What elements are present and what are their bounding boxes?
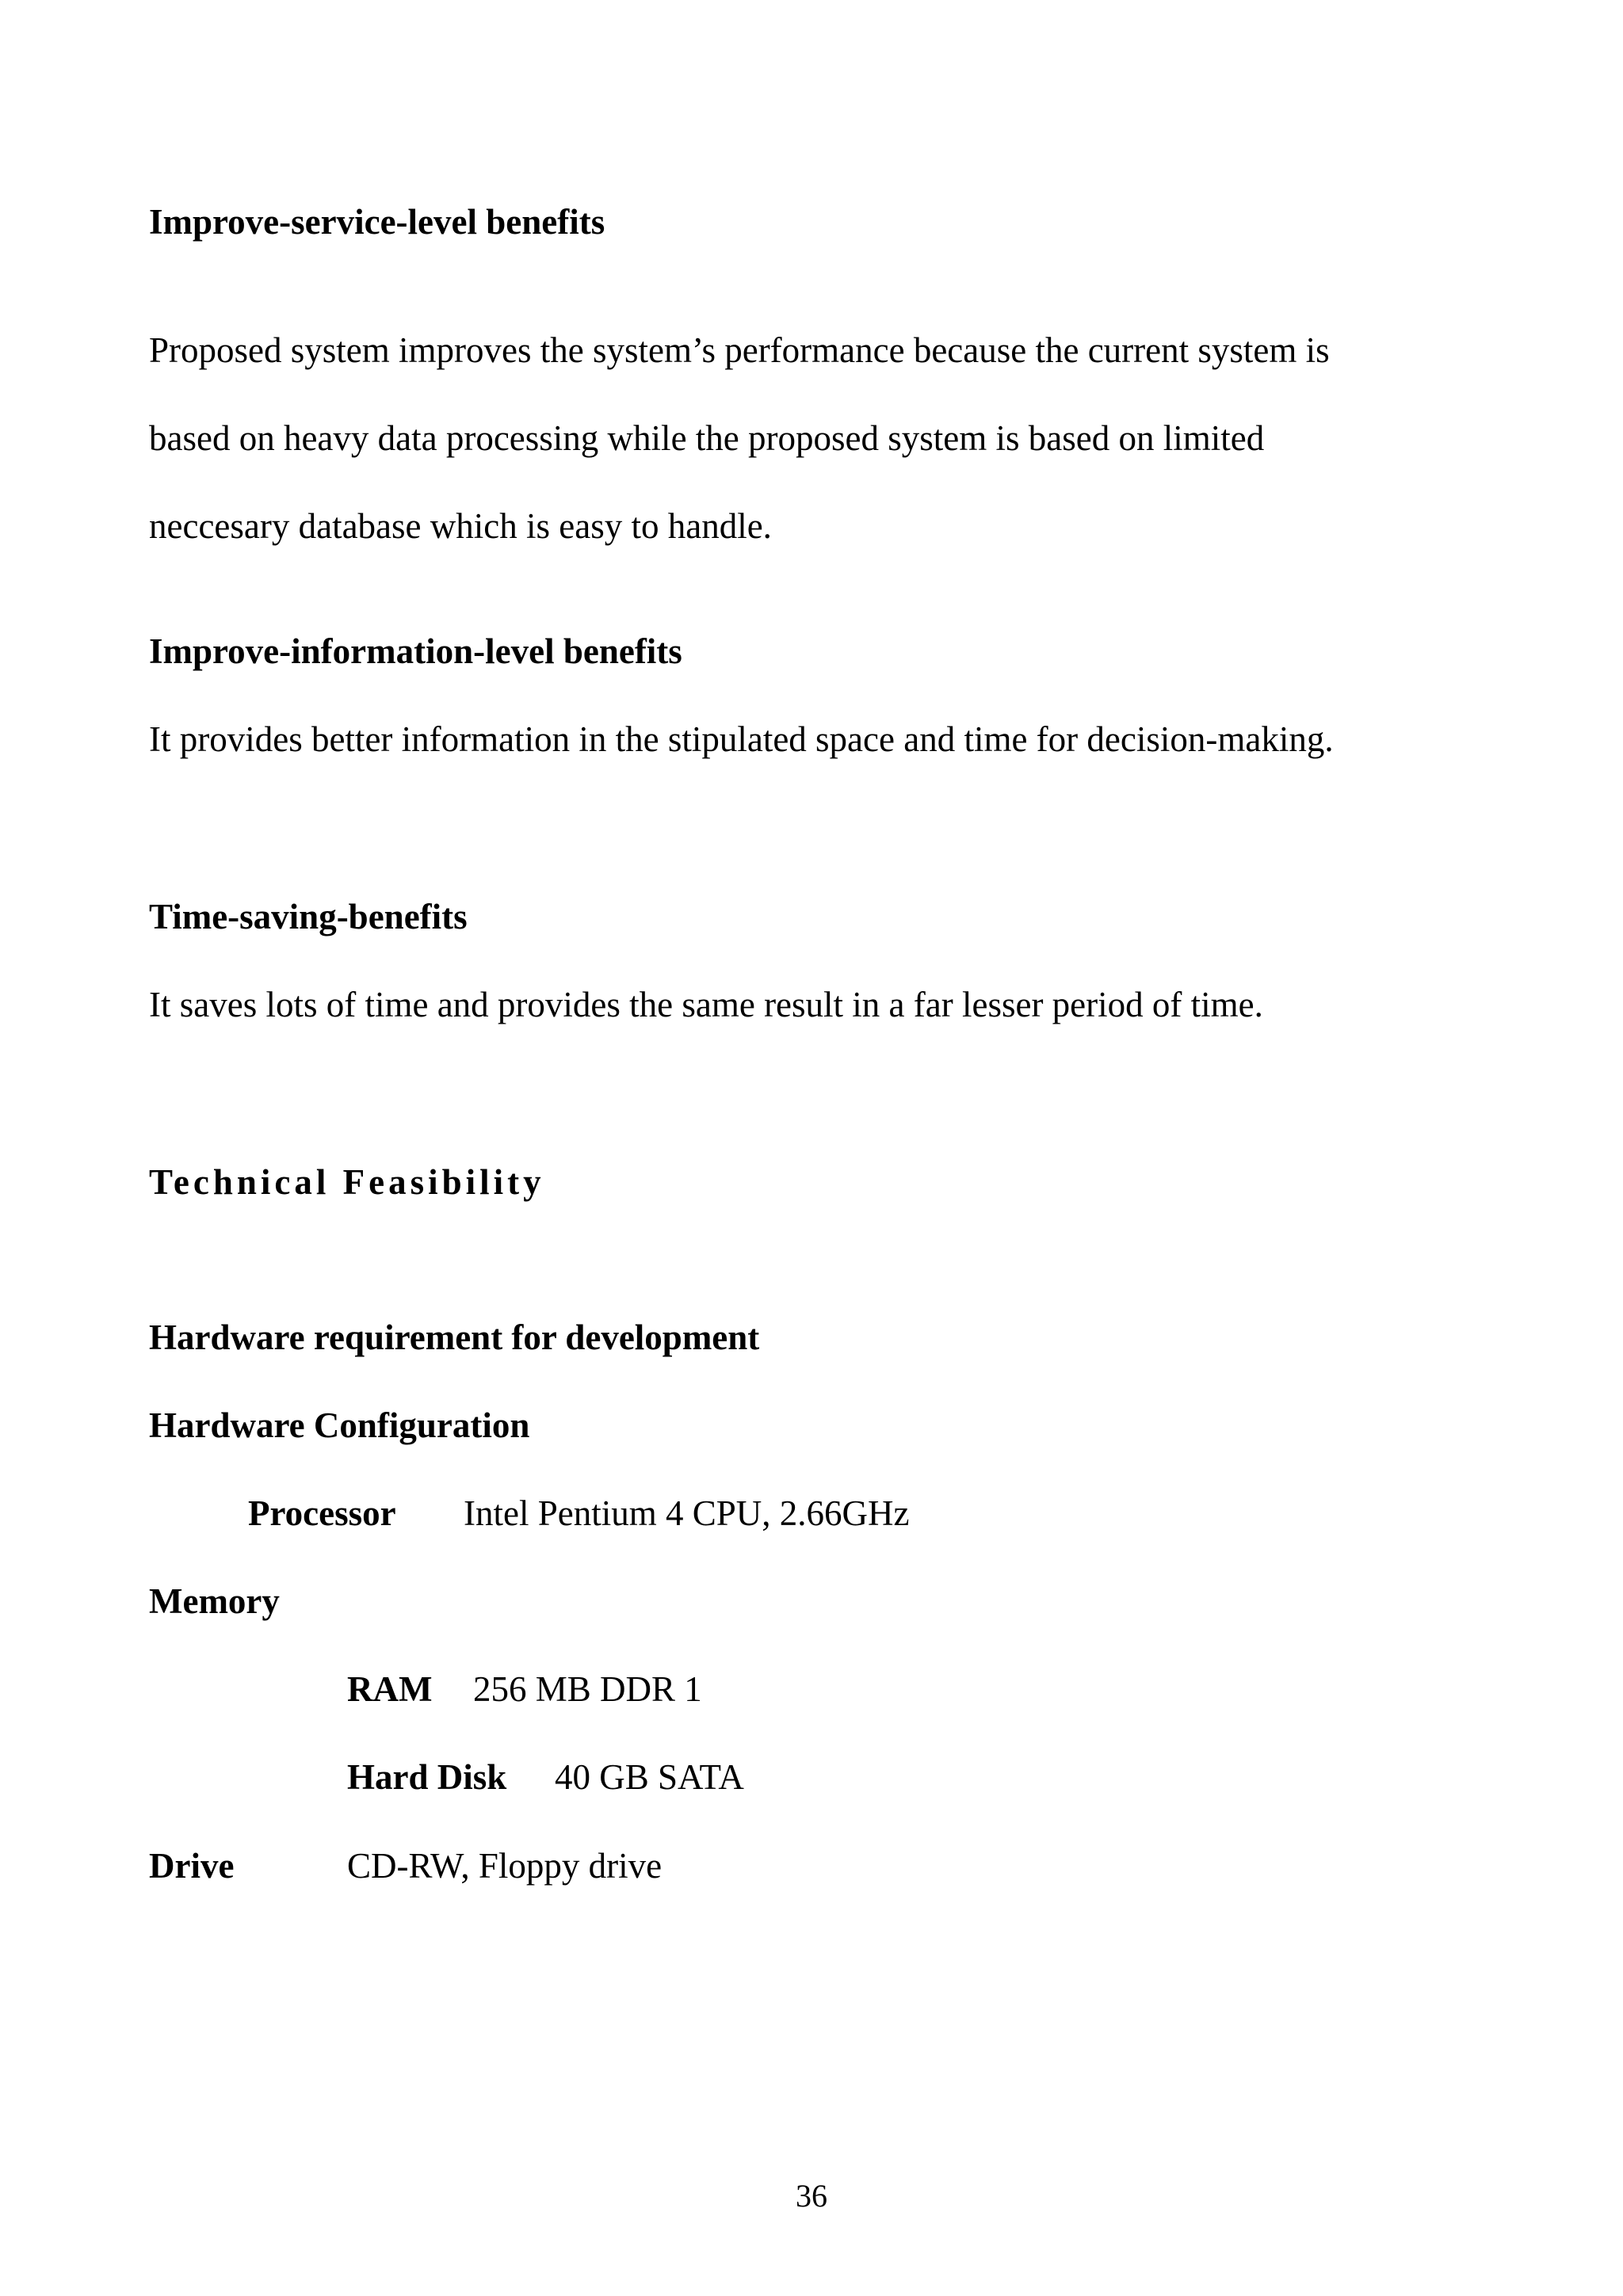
processor-label: Processor [248,1493,396,1533]
information-benefits-heading: Improve-information-level benefits [149,631,682,671]
drive-label: Drive [149,1846,235,1886]
hardware-configuration-heading: Hardware Configuration [149,1405,530,1445]
page-number: 36 [796,2178,827,2214]
hardware-requirement-heading: Hardware requirement for development [149,1318,760,1357]
time-saving-heading: Time-saving-benefits [149,897,468,936]
ram-value: 256 MB DDR 1 [473,1669,702,1709]
ram-label: RAM [347,1669,433,1709]
service-benefits-heading: Improve-service-level benefits [149,202,605,242]
service-benefits-line-1: Proposed system improves the system’s performance because the current system is [149,330,1330,370]
information-benefits-text: It provides better information in the stipulated space and time for decision-making. [149,719,1334,759]
memory-label: Memory [149,1581,280,1621]
drive-value: CD-RW, Floppy drive [347,1846,663,1886]
service-benefits-line-2: based on heavy data processing while the proposed system is based on limited [149,418,1265,458]
processor-value: Intel Pentium 4 CPU, 2.66GHz [464,1493,910,1533]
time-saving-text: It saves lots of time and provides the same result in a far lesser period of time. [149,985,1263,1024]
service-benefits-line-3: neccesary database which is easy to handle. [149,506,772,546]
technical-feasibility-heading: Technical Feasibility [149,1162,545,1202]
hard-disk-value: 40 GB SATA [555,1757,744,1797]
hard-disk-label: Hard Disk [347,1757,507,1797]
